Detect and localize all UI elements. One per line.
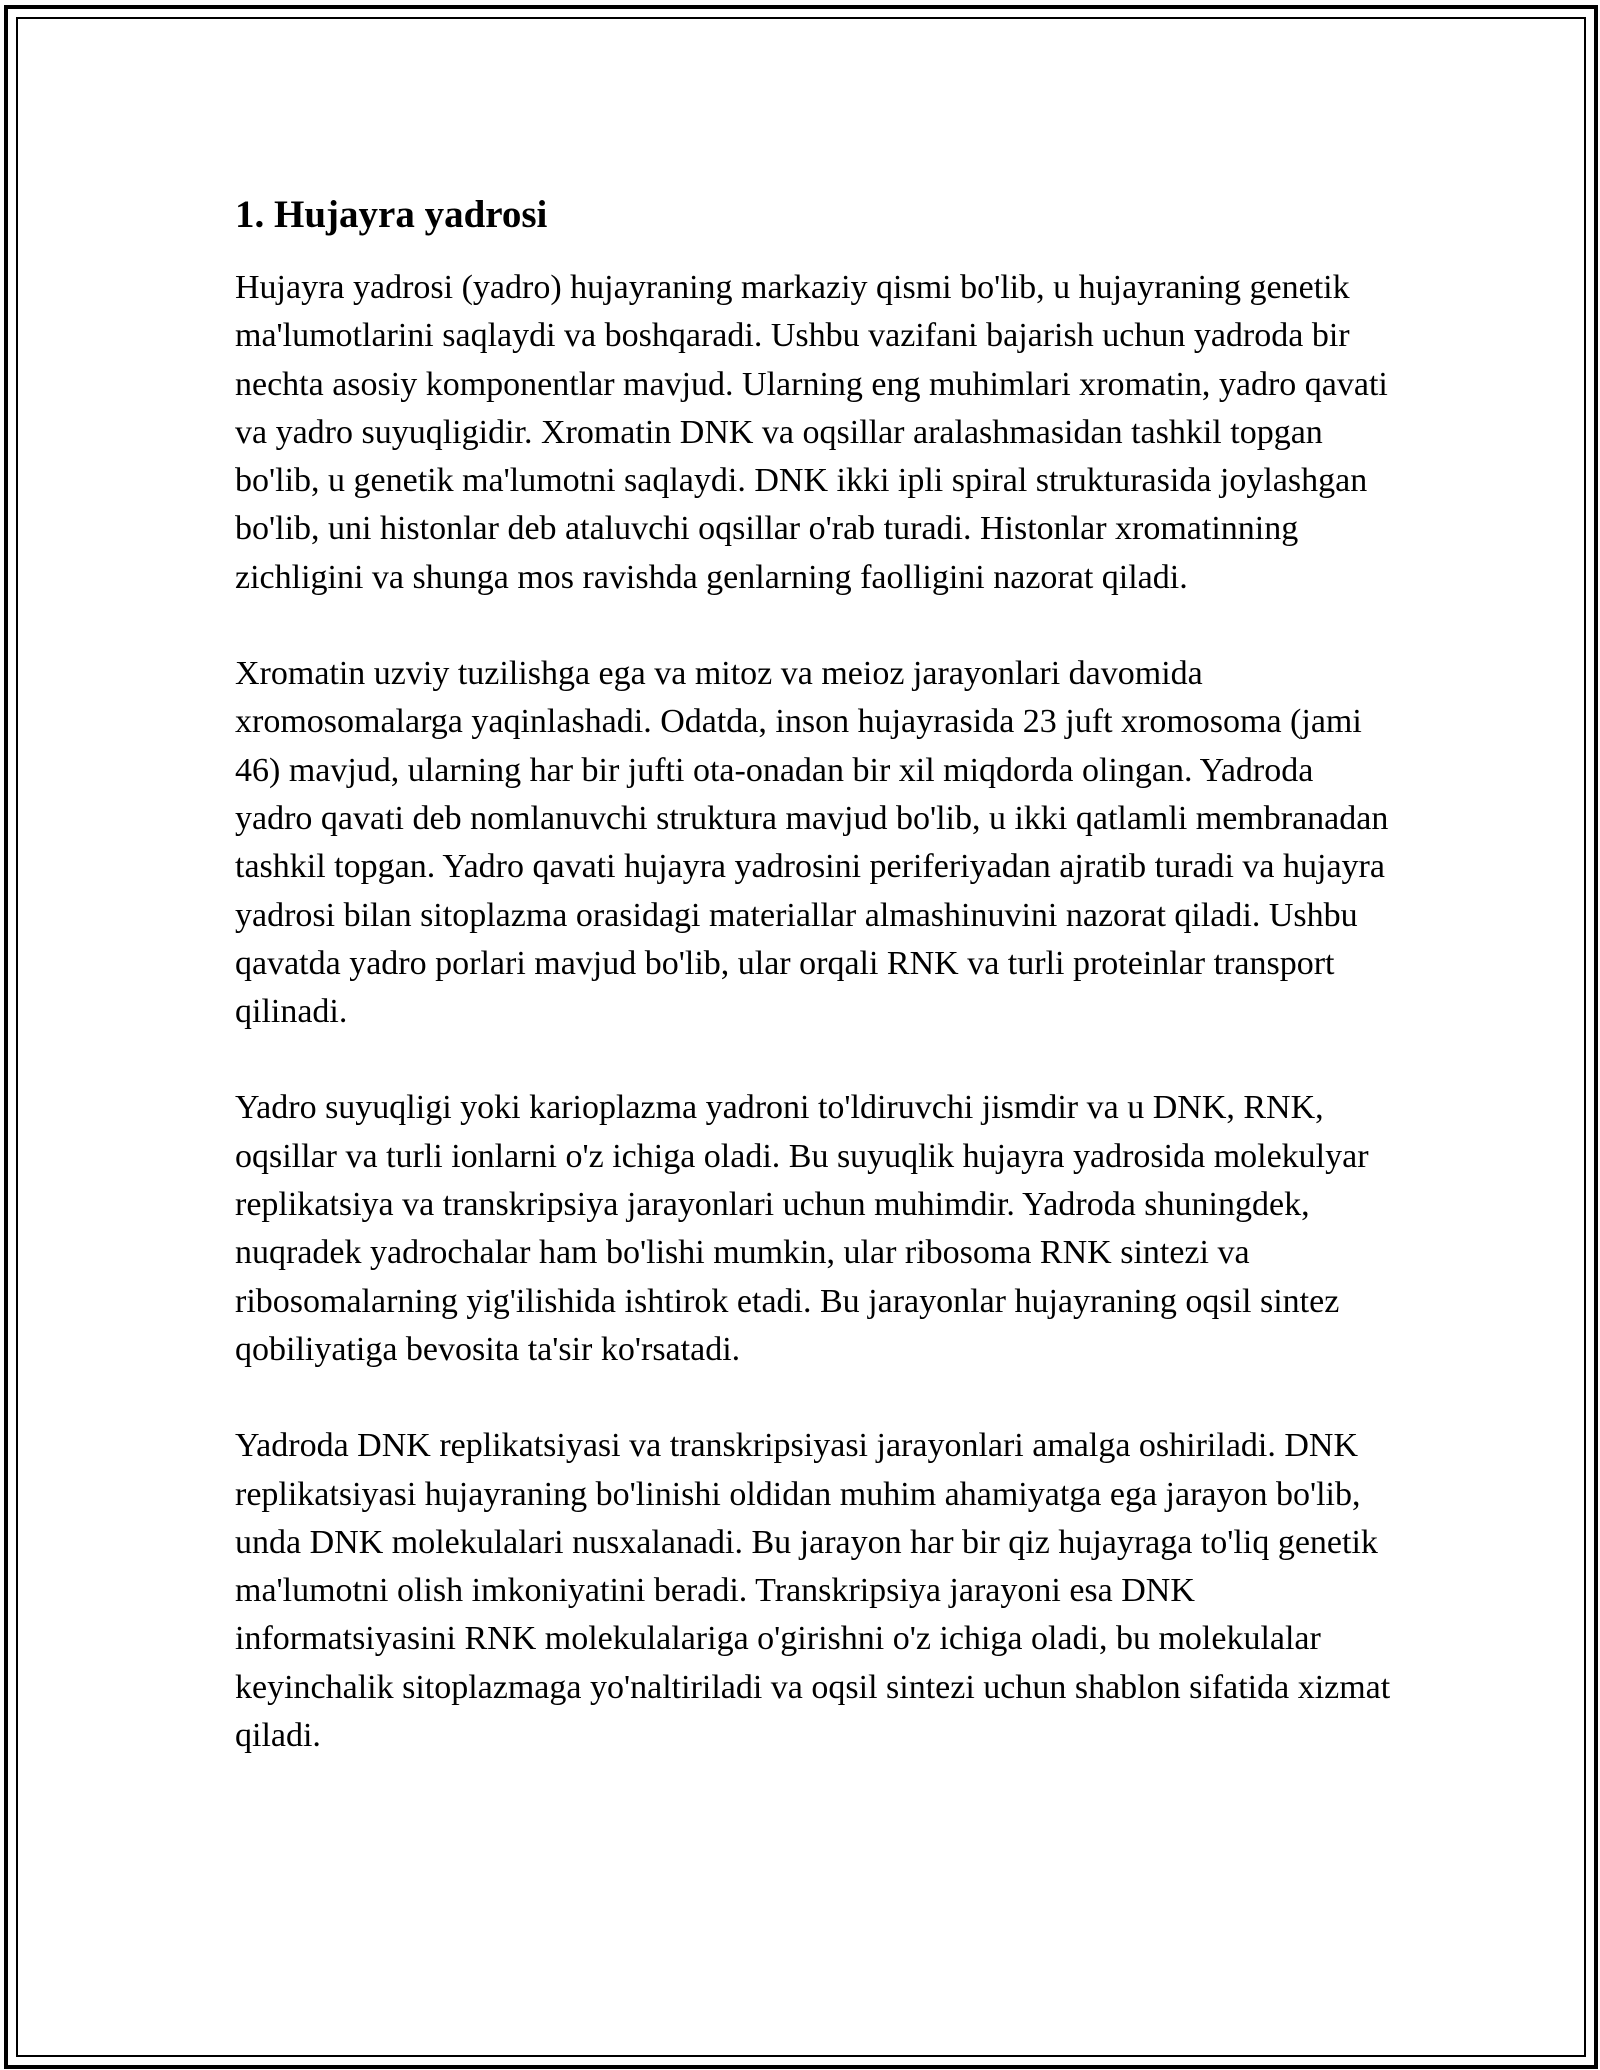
paragraph-2: Xromatin uzviy tuzilishga ega va mitoz va meioz jarayonlari davomida xromosomalarga yaqinlashadi. Odatda, inson hujayrasida 23 juft xromosoma (jami 46) mavjud, ularning har bir jufti ota-onadan bir xil miqdorda olingan. Yadroda yadro qavati deb nomlanuvchi struktura mavjud bo'lib, u ikki qatlamli membranadan tashkil topgan. Yadro qavati hujayra yadrosini periferiyadan ajratib turadi va hujayra yadrosi bilan sitoplazma orasidagi materiallar almashinuvini nazorat qiladi. Ushbu qavatda yadro porlari mavjud bo'lib, ular orqali RNK va turli proteinlar transport qilinadi. [235,655,1389,1031]
paragraph-4: Yadroda DNK replikatsiyasi va transkripsiyasi jarayonlari amalga oshiriladi. DNK replikatsiyasi hujayraning bo'linishi oldidan muhim ahamiyatga ega jarayon bo'lib, unda DNK molekulalari nusxalanadi. Bu jarayon har bir qiz hujayraga to'liq genetik ma'lumotni olish imkoniyatini beradi. Transkripsiya jarayoni esa DNK informatsiyasini RNK molekulalariga o'girishni o'z ichiga oladi, bu molekulalar keyinchalik sitoplazmaga yo'naltiriladi va oqsil sintezi uchun shablon sifatida xizmat qiladi. [235,1427,1391,1755]
paragraph-1: Hujayra yadrosi (yadro) hujayraning markaziy qismi bo'lib, u hujayraning genetik ma'lumotlarini saqlaydi va boshqaradi. Ushbu vazifani bajarish uchun yadroda bir nechta asosiy komponentlar mavjud. Ularning eng muhimlari xromatin, yadro qavati va yadro suyuqligidir. Xromatin DNK va oqsillar aralashmasidan tashkil topgan bo'lib, u genetik ma'lumotni saqlaydi. DNK ikki ipli spiral strukturasida joylashgan bo'lib, uni histonlar deb ataluvchi oqsillar o'rab turadi. Histonlar xromatinning zichligini va shunga mos ravishda genlarning faolligini nazorat qiladi. [235,269,1388,596]
document-body [235,188,1395,1808]
paragraph-3: Yadro suyuqligi yoki karioplazma yadroni to'ldiruvchi jismdir va u DNK, RNK, oqsillar va turli ionlarni o'z ichiga oladi. Bu suyuqlik hujayra yadrosida molekulyar replikatsiya va transkripsiya jarayonlari uchun muhimdir. Yadroda shuningdek, nuqradek yadrochalar ham bo'lishi mumkin, ular ribosoma RNK sintezi va ribosomalarning yig'ilishida ishtirok etadi. Bu jarayonlar hujayraning oqsil sintez qobiliyatiga bevosita ta'sir ko'rsatadi. [235,1089,1369,1368]
section-heading: 1. Hujayra yadrosi [235,193,548,236]
